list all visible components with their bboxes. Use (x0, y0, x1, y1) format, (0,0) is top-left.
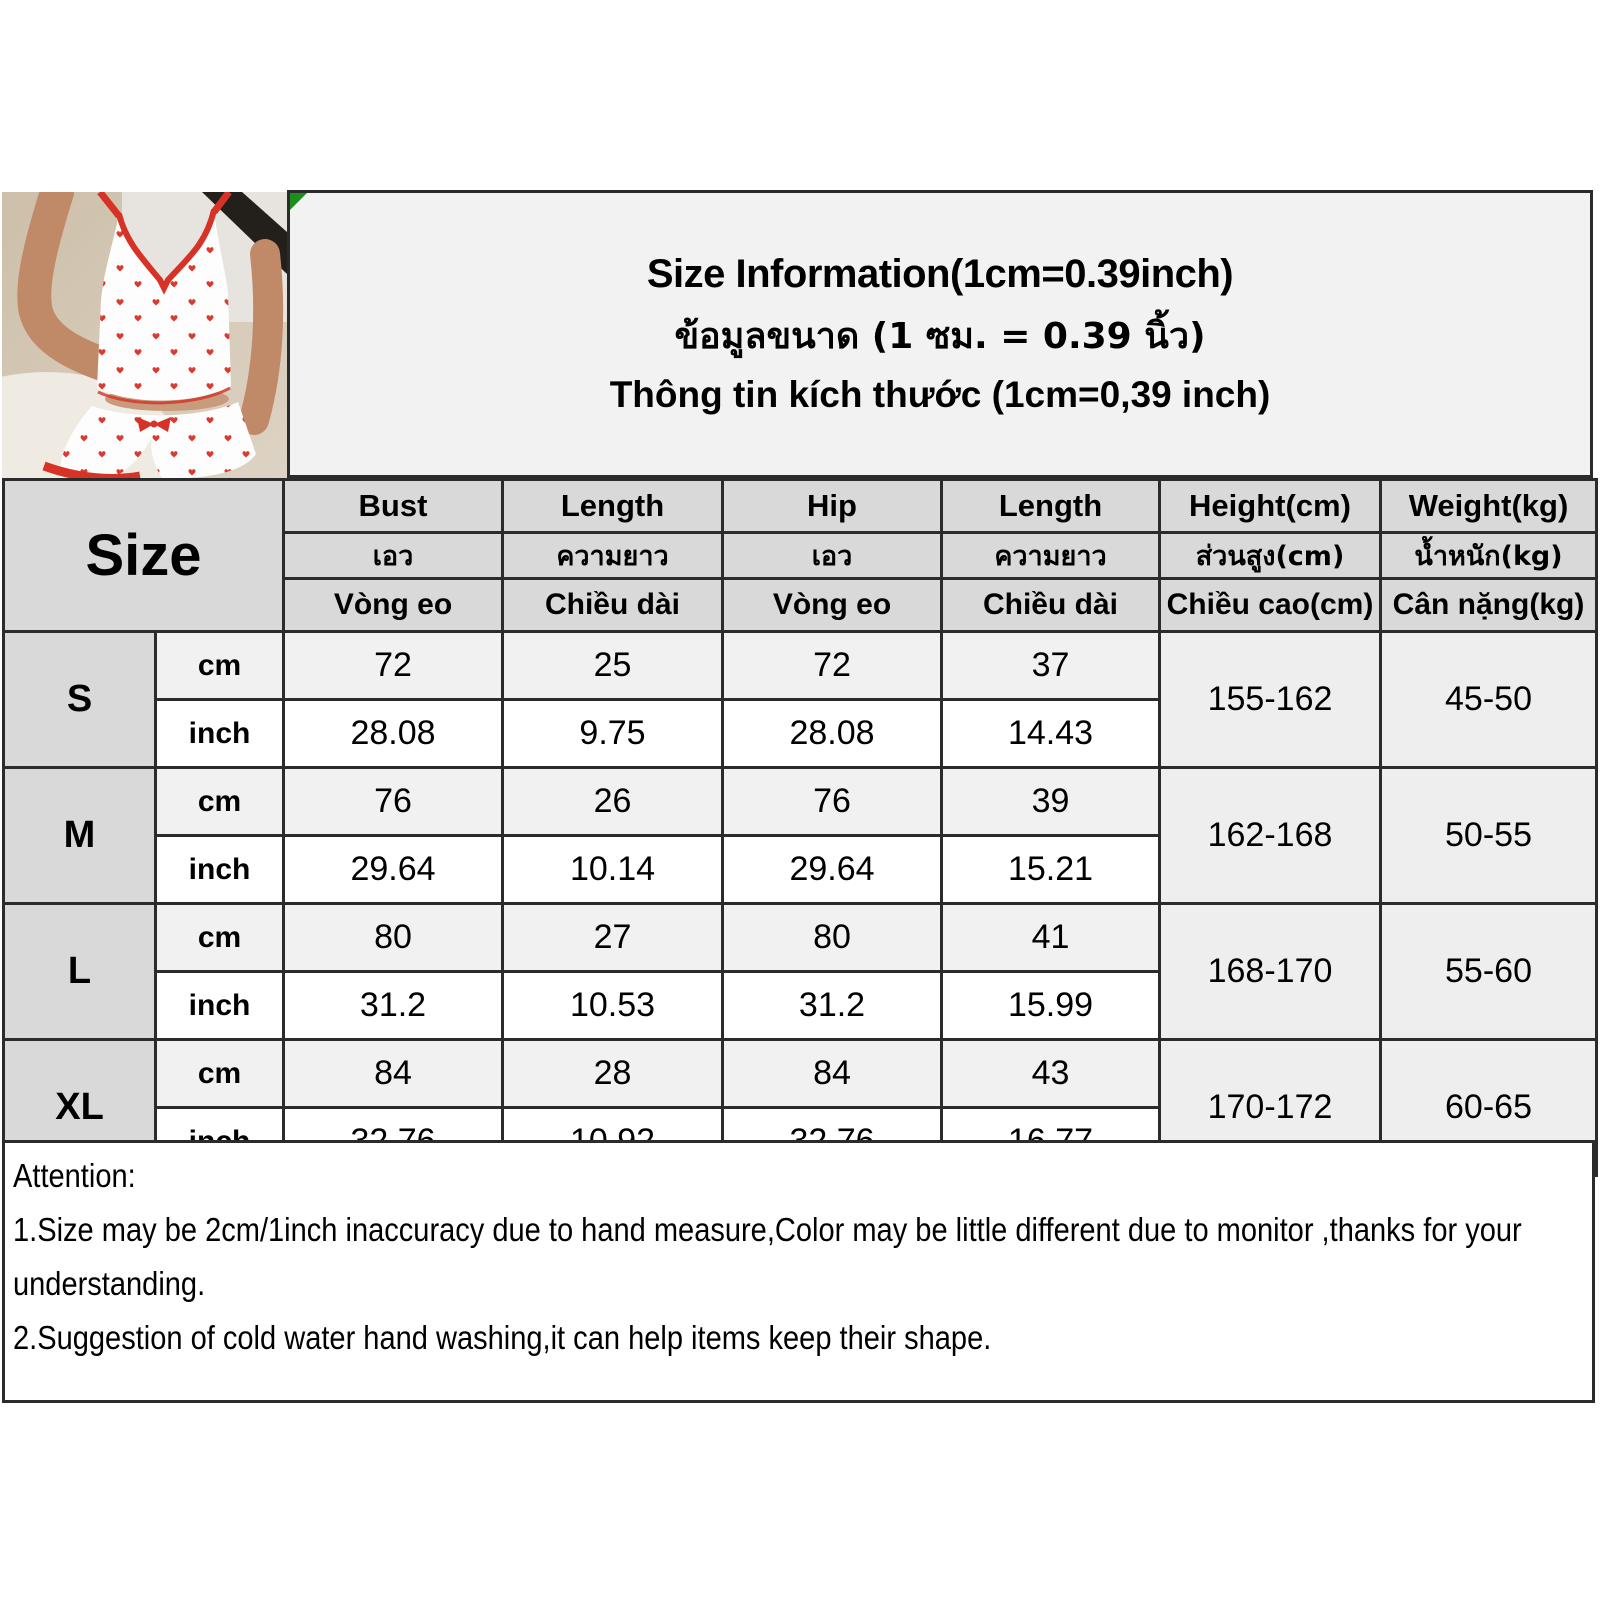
unit-cell: cm (156, 632, 284, 700)
value-cell: 31.2 (723, 972, 942, 1040)
header-bust-vi: Vòng eo (284, 579, 503, 632)
header-weight-th: น้ำหนัก(kg) (1381, 533, 1597, 579)
row-m-cm (4, 768, 1597, 836)
attention-note-1: 1.Size may be 2cm/1inch inaccuracy due to hand measure,Color may be little different due to monitor ,thanks for your (13, 1211, 1522, 1248)
title-thai: ข้อมูลขนาด (1 ซม. = 0.39 นิ้ว) (674, 316, 1206, 357)
attention-box (2, 1140, 1595, 1403)
height-range-cell: 168-170 (1160, 904, 1381, 1040)
value-cell: 37 (942, 632, 1160, 700)
size-corner-cell: Size (4, 480, 284, 632)
height-range-cell: 155-162 (1160, 632, 1381, 768)
value-cell: 9.75 (503, 700, 723, 768)
value-cell: 29.64 (723, 836, 942, 904)
header-bust: Bust (284, 480, 503, 533)
pajama-set-photo (2, 192, 287, 478)
header-height: Height(cm) (1160, 480, 1381, 533)
weight-range-cell: 60-65 (1381, 1040, 1597, 1176)
size-label-m: M (4, 768, 156, 904)
header-height-th: ส่วนสูง(cm) (1160, 533, 1381, 579)
value-cell: 76 (284, 768, 503, 836)
value-cell: 43 (942, 1040, 1160, 1108)
value-cell: 84 (284, 1040, 503, 1108)
row-l-cm (4, 904, 1597, 972)
product-photo (2, 192, 287, 478)
size-label-l: L (4, 904, 156, 1040)
attention-note-2: 2.Suggestion of cold water hand washing,it can help items keep their shape. (13, 1319, 992, 1356)
title-box (287, 190, 1593, 478)
attention-heading: Attention: (13, 1157, 136, 1194)
weight-range-cell: 50-55 (1381, 768, 1597, 904)
header-bust-th: เอว (284, 533, 503, 579)
unit-cell: inch (156, 972, 284, 1040)
header-hip-vi: Vòng eo (723, 579, 942, 632)
value-cell: 28.08 (723, 700, 942, 768)
value-cell: 84 (723, 1040, 942, 1108)
header-length-bottom: Length (942, 480, 1160, 533)
unit-cell: cm (156, 1040, 284, 1108)
title-english: Size Information(1cm=0.39inch) (646, 252, 1234, 296)
height-range-cell: 162-168 (1160, 768, 1381, 904)
title-vietnamese: Thông tin kích thước (1cm=0,39 inch) (609, 374, 1271, 415)
value-cell: 10.14 (503, 836, 723, 904)
header-row-en (4, 480, 1597, 533)
value-cell: 29.64 (284, 836, 503, 904)
header-weight-vi: Cân nặng(kg) (1381, 579, 1597, 632)
value-cell: 80 (723, 904, 942, 972)
value-cell: 15.99 (942, 972, 1160, 1040)
header-hip-th: เอว (723, 533, 942, 579)
header-length-top: Length (503, 480, 723, 533)
header-weight: Weight(kg) (1381, 480, 1597, 533)
value-cell: 25 (503, 632, 723, 700)
value-cell: 31.2 (284, 972, 503, 1040)
height-range-cell: 170-172 (1160, 1040, 1381, 1176)
row-s-cm (4, 632, 1597, 700)
unit-cell: cm (156, 768, 284, 836)
size-label-xl: XL (4, 1040, 156, 1176)
value-cell: 10.53 (503, 972, 723, 1040)
unit-cell: inch (156, 836, 284, 904)
weight-range-cell: 45-50 (1381, 632, 1597, 768)
header-length-top-vi: Chiều dài (503, 579, 723, 632)
value-cell: 72 (723, 632, 942, 700)
row-xl-cm (4, 1040, 1597, 1108)
value-cell: 76 (723, 768, 942, 836)
header-length-top-th: ความยาว (503, 533, 723, 579)
unit-cell: inch (156, 700, 284, 768)
value-cell: 27 (503, 904, 723, 972)
header-length-bottom-vi: Chiều dài (942, 579, 1160, 632)
header-hip: Hip (723, 480, 942, 533)
green-corner-marker (290, 193, 307, 210)
value-cell: 80 (284, 904, 503, 972)
value-cell: 14.43 (942, 700, 1160, 768)
weight-range-cell: 55-60 (1381, 904, 1597, 1040)
size-label-s: S (4, 632, 156, 768)
value-cell: 72 (284, 632, 503, 700)
attention-note-1-wrap: understanding. (13, 1265, 206, 1302)
header-length-bottom-th: ความยาว (942, 533, 1160, 579)
value-cell: 39 (942, 768, 1160, 836)
header-height-vi: Chiều cao(cm) (1160, 579, 1381, 632)
value-cell: 41 (942, 904, 1160, 972)
value-cell: 15.21 (942, 836, 1160, 904)
value-cell: 28.08 (284, 700, 503, 768)
value-cell: 26 (503, 768, 723, 836)
unit-cell: cm (156, 904, 284, 972)
size-table (2, 478, 1598, 1177)
value-cell: 28 (503, 1040, 723, 1108)
